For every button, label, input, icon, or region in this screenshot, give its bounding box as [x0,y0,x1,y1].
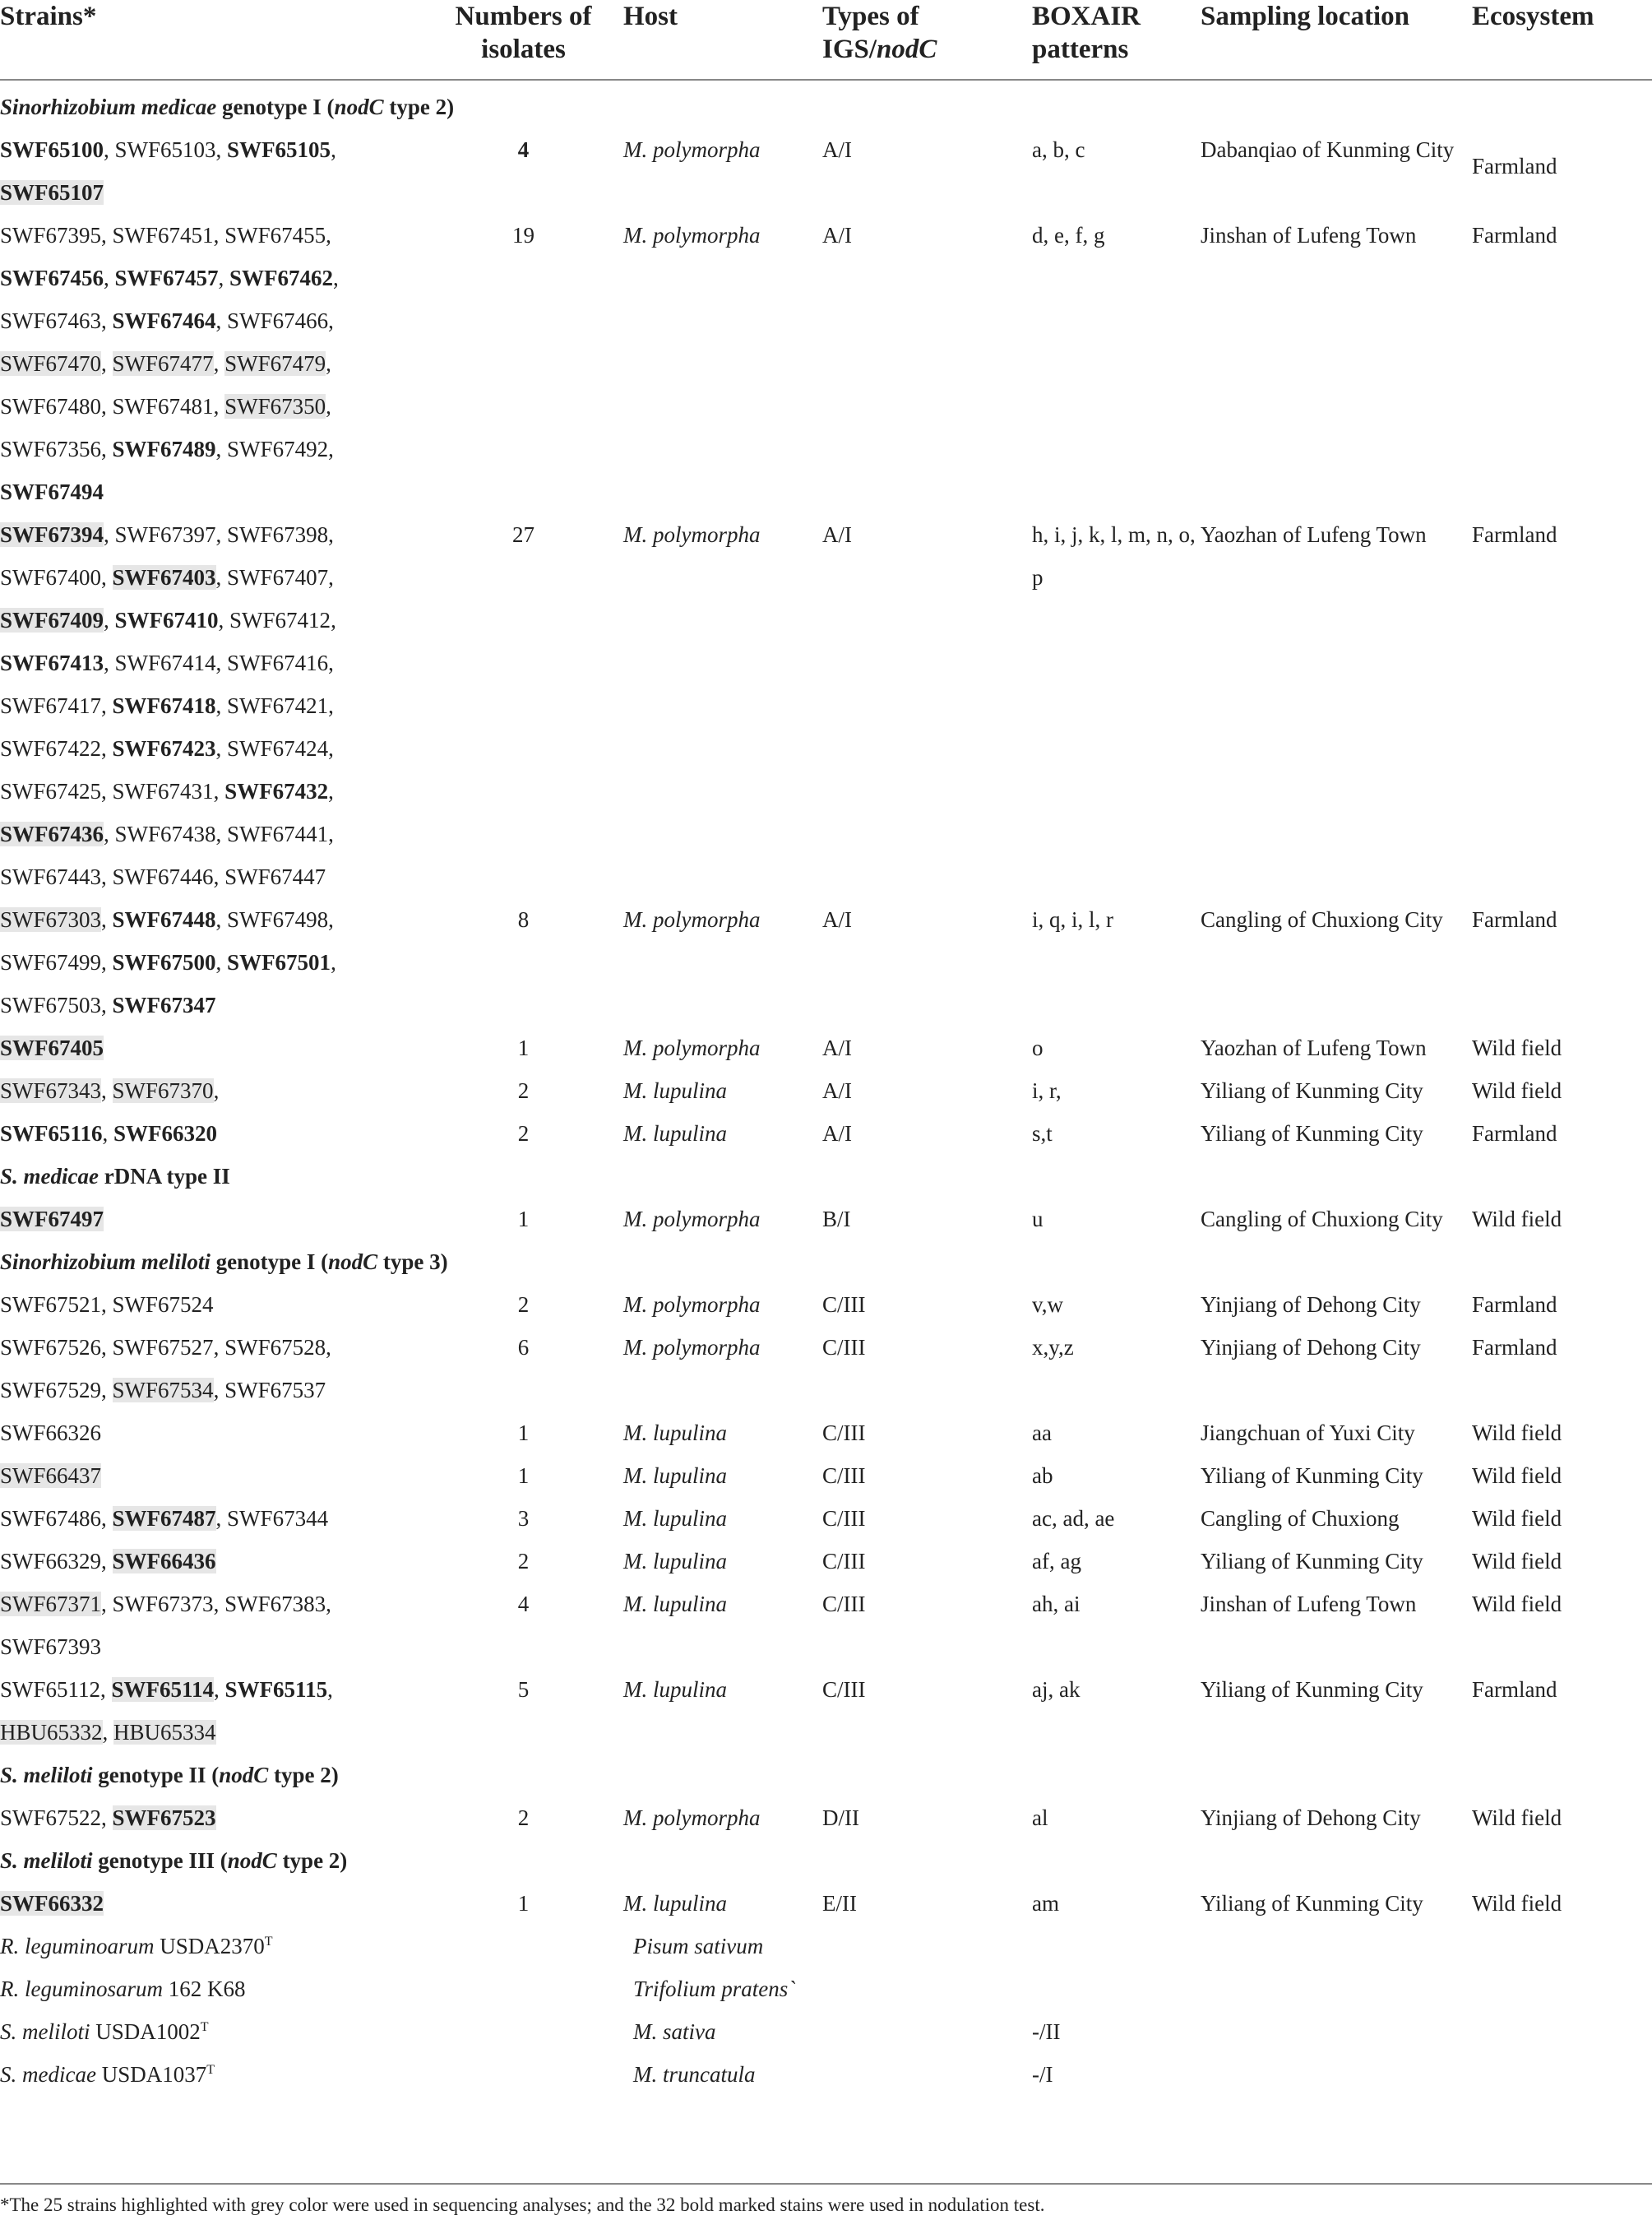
ecosystem-cell: Farmland [1472,1292,1557,1317]
strain-id: SWF67405 [0,1036,104,1060]
boxair-cell: am [1032,1891,1059,1916]
strain-id: SWF67400 [0,565,102,590]
reference-type [1032,1967,1652,2010]
igs-type-cell: C/III [822,1592,866,1616]
strain-id: SWF66437 [0,1463,102,1488]
ecosystem-cell: Wild field [1472,1207,1562,1231]
strain-id: SWF67455 [224,223,326,248]
strains-cell [0,1454,423,1497]
location-cell: Yaozhan of Lufeng Town [1201,1036,1427,1060]
strain-id: SWF67403 [112,565,216,590]
ecosystem-cell: Wild field [1472,1463,1562,1488]
igs-type-cell: A/I [822,137,852,162]
strain-id: SWF66332 [0,1891,104,1916]
igs-type-cell: D/II [822,1805,859,1830]
strain-id: SWF67500 [112,950,216,975]
host-cell: M. polymorpha [623,1036,761,1060]
table-row [0,1283,1652,1326]
igs-type-cell: C/III [822,1549,866,1573]
strain-id: SWF67418 [112,693,216,718]
location-cell: Yaozhan of Lufeng Town [1201,522,1427,547]
strain-id: SWF67446 [112,864,214,889]
ecosystem-cell: Wild field [1472,1592,1562,1616]
strain-id: SWF65115 [224,1677,328,1702]
boxair-cell: ah, ai [1032,1592,1081,1616]
strain-id: SWF67371 [0,1592,102,1616]
group-heading-text: S. meliloti genotype III (nodC type 2) [0,1848,348,1873]
table-row [0,1069,1652,1112]
strain-id: SWF67343 [0,1078,102,1103]
location-cell: Yiliang of Kunming City [1201,1463,1423,1488]
reference-row [0,1967,1652,2010]
reference-row [0,2053,1652,2096]
strain-id: SWF67425 [0,779,102,804]
strain-id: SWF67489 [112,437,216,461]
reference-host: Pisum sativum [633,1934,764,1958]
boxair-cell: aa [1032,1421,1052,1445]
table-row [0,898,1652,1027]
host-cell: M. lupulina [623,1592,727,1616]
strain-id: SWF67463 [0,308,102,333]
strain-id: SWF67422 [0,736,102,761]
strain-id: SWF67537 [224,1378,326,1402]
boxair-cell: u [1032,1207,1043,1231]
strain-id: SWF67480 [0,394,102,419]
boxair-cell: s,t [1032,1121,1053,1146]
host-cell: M. lupulina [623,1891,727,1916]
ecosystem-cell: Farmland [1472,522,1557,547]
strain-id: SWF67432 [224,779,329,804]
reference-strain: R. leguminosarum 162 K68 [0,1977,246,2001]
ecosystem-cell: Farmland [1472,907,1557,932]
strain-id: SWF66436 [112,1549,216,1573]
strains-cell: SWF67522, SWF67523 [0,1805,216,1830]
strain-id: SWF67370 [112,1078,214,1103]
reference-host: M. sativa [633,2019,716,2044]
location-cell: Cangling of Chuxiong City [1201,907,1443,932]
strain-id: SWF67487 [112,1506,216,1531]
header-row [0,0,1652,80]
strain-id: SWF67523 [112,1805,216,1830]
ecosystem-cell: Wild field [1472,1421,1562,1445]
strains-cell: SWF67521, SWF67524 [0,1292,214,1317]
ecosystem-cell: Wild field [1472,1078,1562,1103]
strain-id: SWF67494 [0,480,104,504]
group-heading-row [0,80,1652,128]
group-heading [0,80,1652,128]
group-heading-text: Sinorhizobium medicae genotype I (nodC type 2) [0,95,455,119]
strain-id: HBU65332 [0,1720,103,1745]
host-cell: M. lupulina [623,1421,727,1445]
strain-id: SWF66320 [113,1121,218,1146]
host-cell: M. polymorpha [623,137,761,162]
table-row [0,513,1652,898]
boxair-cell: v,w [1032,1292,1063,1317]
strain-id: SWF67526 [0,1335,102,1360]
strain-id: SWF67441 [227,822,329,846]
group-heading-text: S. meliloti genotype II (nodC type 2) [0,1763,339,1787]
strains-cell [0,1198,423,1240]
strain-id: SWF66326 [0,1421,102,1445]
strain-id: SWF67456 [0,266,104,290]
isolate-count: 1 [517,1463,530,1488]
host-cell: M. lupulina [623,1121,727,1146]
strain-id: SWF67423 [112,736,216,761]
boxair-cell: ab [1032,1463,1053,1488]
host-cell: M. polymorpha [623,1292,761,1317]
strains-cell: SWF67526, SWF67527, SWF67528, SWF67529, SWF67534, SWF67537 [0,1335,331,1402]
strain-id: HBU65334 [113,1720,216,1745]
igs-type-cell: C/III [822,1463,866,1488]
location-cell: Cangling of Chuxiong City [1201,1207,1443,1231]
reference-type: -/II [1032,2019,1061,2044]
group-heading-row [0,1754,1652,1796]
location-cell: Cangling of Chuxiong [1201,1506,1400,1531]
strain-id: SWF67528 [224,1335,326,1360]
strain-id: SWF65103 [114,137,216,162]
strain-id: SWF67397 [114,522,216,547]
strain-id: SWF67395 [0,223,102,248]
strains-cell: SWF67486, SWF67487, SWF67344 [0,1506,329,1531]
igs-type-cell: A/I [822,907,852,932]
group-heading-row [0,1155,1652,1198]
host-cell: M. polymorpha [623,522,761,547]
strain-id: SWF66329 [0,1549,102,1573]
strain-id: SWF67477 [112,351,214,376]
isolate-count: 1 [517,1207,530,1231]
table-row [0,214,1652,513]
strain-id: SWF67497 [0,1207,104,1231]
isolate-count: 19 [512,223,534,248]
group-heading [0,1240,1652,1283]
strain-id: SWF67529 [0,1378,102,1402]
strains-cell: SWF67343, SWF67370, [0,1078,220,1103]
ecosystem-cell: Farmland [1472,223,1557,248]
reference-strain: S. meliloti $USDA1002^T$ [0,2019,209,2044]
location-cell: Yiliang of Kunming City [1201,1078,1423,1103]
isolate-count: 27 [512,522,534,547]
strain-id: SWF67479 [224,351,326,376]
table-body [0,80,1652,2096]
strains-cell [0,1027,423,1069]
strain-id: SWF67438 [114,822,216,846]
strains-cell: SWF67395, SWF67451, SWF67455, SWF67456, SWF67457, SWF67462, SWF67463, SWF67464, SWF67466, SWF67470, SWF67477, SWF67479, SWF67480, SWF67481, SWF67350, SWF67356, SWF67489, SWF67492, SWF67494 [0,223,339,504]
group-heading [0,1839,1652,1882]
strain-id: SWF67522 [0,1805,102,1830]
ecosystem-cell: Farmland [1472,154,1557,178]
igs-type-cell: A/I [822,1078,852,1103]
isolate-count: 2 [517,1121,530,1146]
strain-id: SWF67303 [0,907,102,932]
ecosystem-cell: Wild field [1472,1549,1562,1573]
strain-id: SWF67394 [0,522,104,547]
boxair-cell: d, e, f, g [1032,223,1105,248]
strain-id: SWF67481 [112,394,214,419]
boxair-cell: h, i, j, k, l, m, n, o, p [1032,522,1196,590]
location-cell: Jinshan of Lufeng Town [1201,1592,1417,1616]
strain-id: SWF67398 [227,522,329,547]
strain-id: SWF67499 [0,950,102,975]
isolate-count: 4 [517,137,530,162]
strain-id: SWF65112 [0,1677,101,1702]
group-heading-text: S. medicae rDNA type II [0,1164,230,1189]
group-heading-text: Sinorhizobium meliloti genotype I (nodC type 3) [0,1249,448,1274]
reference-row [0,2010,1652,2053]
host-cell: M. lupulina [623,1549,727,1573]
location-cell: Yinjiang of Dehong City [1201,1805,1421,1830]
location-cell: Jinshan of Lufeng Town [1201,223,1417,248]
isolate-count: 2 [517,1805,530,1830]
boxair-cell: al [1032,1805,1048,1830]
strain-id: SWF67344 [227,1506,329,1531]
header-ecosystem: Ecosystem [1472,0,1652,80]
strain-id: SWF67350 [224,394,326,419]
group-heading [0,1754,1652,1796]
strain-id: SWF67412 [229,608,331,633]
strain-id: SWF67410 [114,608,219,633]
strain-id: SWF67492 [227,437,329,461]
strains-cell: SWF65100, SWF65103, SWF65105, SWF65107 [0,137,336,205]
igs-type-cell: A/I [822,522,852,547]
strain-id: SWF67356 [0,437,102,461]
strain-id: SWF67447 [224,864,326,889]
table-row [0,1198,1652,1240]
strain-id: SWF67424 [227,736,329,761]
reference-type [1032,1925,1652,1967]
strain-id: SWF67498 [227,907,329,932]
strain-id: SWF67413 [0,651,104,675]
host-cell: M. lupulina [623,1677,727,1702]
strain-id: SWF67466 [227,308,329,333]
strains-cell [0,1411,423,1454]
table-row [0,1411,1652,1454]
boxair-cell: af, ag [1032,1549,1081,1573]
location-cell: Yinjiang of Dehong City [1201,1292,1421,1317]
location-cell: Dabanqiao of Kunming City [1201,137,1455,162]
ecosystem-cell: Wild field [1472,1506,1562,1531]
location-cell: Yiliang of Kunming City [1201,1549,1423,1573]
reference-strain: R. leguminoarum $USDA2370^T$ [0,1934,273,1958]
table-row [0,1796,1652,1839]
isolate-count: 5 [517,1677,530,1702]
ecosystem-cell: Farmland [1472,1335,1557,1360]
table-row [0,1540,1652,1583]
table-row [0,1112,1652,1155]
host-cell: M. lupulina [623,1078,727,1103]
header-boxair: BOXAIR patterns [1032,0,1201,80]
strain-id: SWF67383 [224,1592,326,1616]
strain-id: SWF67527 [112,1335,214,1360]
igs-type-cell: C/III [822,1335,866,1360]
isolate-count: 3 [517,1506,530,1531]
strain-id: SWF67503 [0,993,102,1017]
strain-id: SWF65114 [111,1677,215,1702]
header-location: Sampling location [1201,0,1472,80]
boxair-cell: a, b, c [1032,137,1085,162]
igs-type-cell: A/I [822,1036,852,1060]
host-cell: M. polymorpha [623,907,761,932]
strain-id: SWF67414 [114,651,216,675]
location-cell: Yiliang of Kunming City [1201,1677,1423,1702]
igs-type-cell: C/III [822,1677,866,1702]
ecosystem-cell: Wild field [1472,1036,1562,1060]
strain-id: SWF67393 [0,1634,102,1659]
ecosystem-cell: Wild field [1472,1805,1562,1830]
reference-row [0,1925,1652,1967]
strain-id: SWF67443 [0,864,102,889]
host-cell: M. lupulina [623,1506,727,1531]
igs-type-cell: A/I [822,1121,852,1146]
igs-type-cell: C/III [822,1421,866,1445]
strain-id: SWF67417 [0,693,102,718]
location-cell: Yiliang of Kunming City [1201,1891,1423,1916]
isolate-count: 2 [517,1078,530,1103]
strains-cell: SWF65112, SWF65114, SWF65115, HBU65332, HBU65334 [0,1677,333,1745]
strain-id: SWF67373 [112,1592,214,1616]
ecosystem-cell: Farmland [1472,1121,1557,1146]
strain-id: SWF67436 [0,822,104,846]
igs-type-cell: C/III [822,1292,866,1317]
host-cell: M. polymorpha [623,223,761,248]
strain-id: SWF67486 [0,1506,102,1531]
reference-strain: S. medicae $USDA1037^T$ [0,2062,215,2087]
strain-id: SWF67470 [0,351,102,376]
strain-id: SWF67448 [112,907,216,932]
igs-type-cell: C/III [822,1506,866,1531]
table-row [0,1454,1652,1497]
strain-id: SWF67416 [227,651,329,675]
table-row [0,1668,1652,1754]
table-row [0,1326,1652,1411]
isolate-count: 2 [517,1292,530,1317]
table-row [0,1882,1652,1925]
header-strains: Strains* [0,0,423,80]
strain-id: SWF67524 [112,1292,214,1317]
strain-id: SWF67521 [0,1292,102,1317]
group-heading-row [0,1839,1652,1882]
location-cell: Jiangchuan of Yuxi City [1201,1421,1415,1445]
boxair-cell: x,y,z [1032,1335,1074,1360]
strain-id: SWF65105 [227,137,331,162]
isolate-count: 1 [517,1421,530,1445]
isolate-count: 2 [517,1549,530,1573]
ecosystem-cell: Farmland [1472,1677,1557,1702]
strains-cell: SWF65116, SWF66320 [0,1121,218,1146]
strain-id: SWF67534 [112,1378,214,1402]
strain-id: SWF67347 [112,993,216,1017]
header-numbers: Numbers of isolates [423,0,623,80]
boxair-cell: aj, ak [1032,1677,1081,1702]
location-cell: Yinjiang of Dehong City [1201,1335,1421,1360]
header-host: Host [623,0,822,80]
strains-cell [0,1882,423,1925]
group-heading-row [0,1240,1652,1283]
strain-id: SWF67457 [114,266,219,290]
boxair-cell: o [1032,1036,1043,1060]
reference-type: -/I [1032,2062,1053,2087]
strains-cell: SWF66329, SWF66436 [0,1549,216,1573]
strain-id: SWF67431 [112,779,214,804]
strains-cell: SWF67303, SWF67448, SWF67498, SWF67499, SWF67500, SWF67501, SWF67503, SWF67347 [0,907,336,1017]
strains-cell: SWF67371, SWF67373, SWF67383, SWF67393 [0,1592,331,1659]
strain-id: SWF67409 [0,608,104,633]
header-types: Types of IGS/nodC [822,0,1032,80]
strains-cell: SWF67394, SWF67397, SWF67398, SWF67400, SWF67403, SWF67407, SWF67409, SWF67410, SWF67412, SWF67413, SWF67414, SWF67416, SWF67417, SWF67418, SWF67421, SWF67422, SWF67423, SWF67424, SWF67425, SWF67431, SWF67432, SWF67436, SWF67438, SWF67441, SWF67443, SWF67446, SWF67447 [0,522,336,889]
host-cell: M. polymorpha [623,1335,761,1360]
boxair-cell: ac, ad, ae [1032,1506,1115,1531]
reference-host: M. truncatula [633,2062,756,2087]
boxair-cell: i, r, [1032,1078,1062,1103]
boxair-cell: i, q, i, l, r [1032,907,1113,932]
isolate-count: 1 [517,1891,530,1916]
table-row [0,128,1652,214]
table-row [0,1497,1652,1540]
isolate-count: 1 [517,1036,530,1060]
reference-host: Trifolium pratens` [633,1977,796,2001]
igs-type-cell: E/II [822,1891,857,1916]
location-cell: Yiliang of Kunming City [1201,1121,1423,1146]
strain-id: SWF67421 [227,693,329,718]
table-row [0,1027,1652,1069]
strain-id: SWF67501 [227,950,331,975]
igs-type-cell: A/I [822,223,852,248]
group-heading [0,1155,1652,1198]
table-footnote: *The 25 strains highlighted with grey color were used in sequencing analyses; and the 32 bold marked stains were used in nodulation test. [0,2183,1652,2218]
isolate-count: 4 [517,1592,530,1616]
strain-id: SWF65100 [0,137,104,162]
strain-id: SWF67451 [112,223,214,248]
igs-type-cell: B/I [822,1207,851,1231]
strain-id: SWF67464 [112,308,216,333]
host-cell: M. polymorpha [623,1207,761,1231]
ecosystem-cell: Wild field [1472,1891,1562,1916]
strain-id: SWF67462 [229,266,334,290]
isolate-count: 6 [517,1335,530,1360]
strain-id: SWF65116 [0,1121,103,1146]
table-row [0,1583,1652,1668]
strain-id: SWF65107 [0,180,104,205]
isolate-count: 8 [517,907,530,932]
strain-id: SWF67407 [227,565,329,590]
host-cell: M. polymorpha [623,1805,761,1830]
host-cell: M. lupulina [623,1463,727,1488]
